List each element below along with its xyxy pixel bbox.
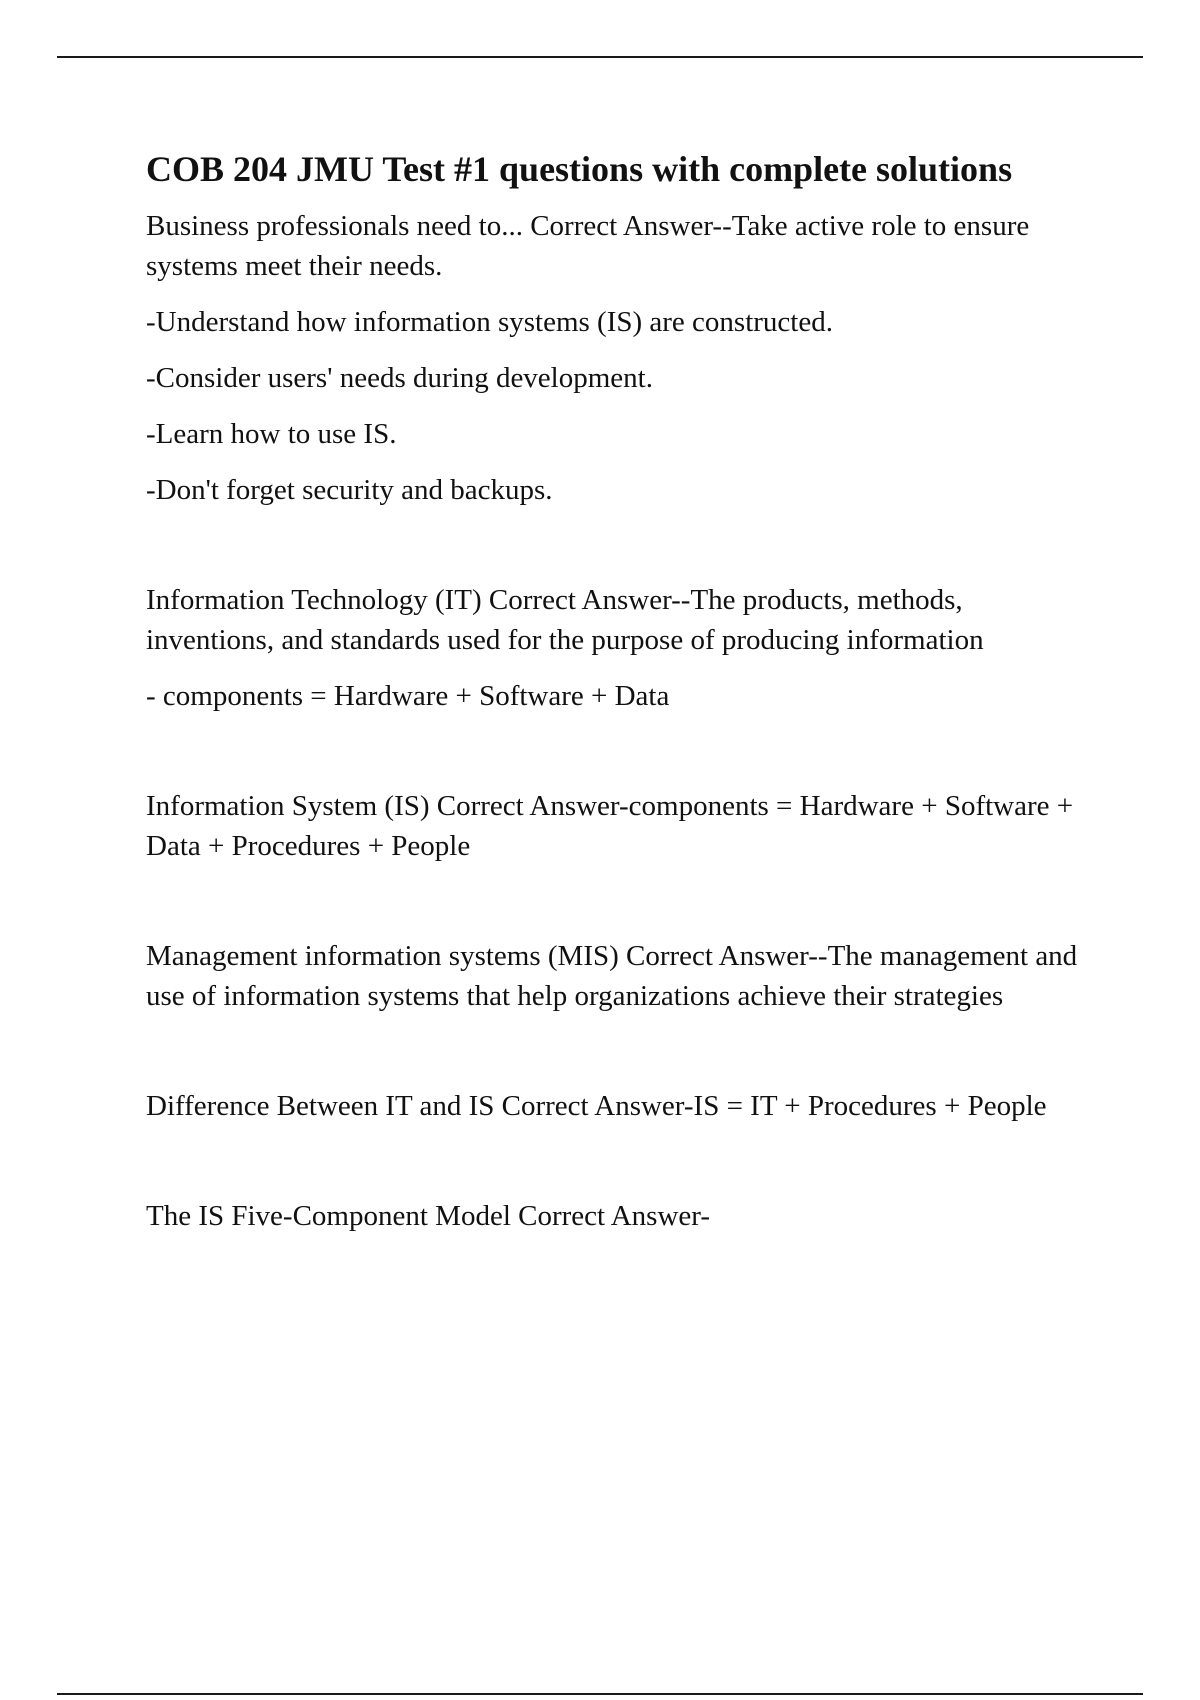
qa-block-five-component-model (146, 1196, 1086, 1236)
qa-block-information-system (146, 786, 1086, 866)
paragraph: -Consider users' needs during development. (146, 362, 653, 394)
spacer (146, 1032, 1086, 1086)
paragraph: -Understand how information systems (IS) are constructed. (146, 306, 833, 338)
footer-rule (57, 1693, 1143, 1695)
header-rule (57, 56, 1143, 58)
spacer (146, 526, 1086, 580)
paragraph: - components = Hardware + Software + Data (146, 680, 670, 712)
paragraph: Business professionals need to... Correct Answer--Take active role to ensure systems meet their needs. (146, 210, 1030, 282)
spacer (146, 882, 1086, 936)
paragraph: The IS Five-Component Model Correct Answer- (146, 1200, 711, 1232)
paragraph: Information Technology (IT) Correct Answer--The products, methods, inventions, and standards used for the purpose of producing information (146, 584, 984, 656)
paragraph: Information System (IS) Correct Answer-components = Hardware + Software + Data + Procedures + People (146, 790, 1074, 862)
qa-block-business-professionals (146, 206, 1086, 510)
paragraph: -Don't forget security and backups. (146, 474, 553, 506)
paragraph: Management information systems (MIS) Correct Answer--The management and use of information systems that help organizations achieve their strategies (146, 940, 1078, 1012)
qa-block-it-vs-is (146, 1086, 1086, 1126)
qa-block-information-technology (146, 580, 1086, 716)
qa-block-mis (146, 936, 1086, 1016)
paragraph: Difference Between IT and IS Correct Answer-IS = IT + Procedures + People (146, 1090, 1047, 1122)
spacer (146, 732, 1086, 786)
spacer (146, 1142, 1086, 1196)
paragraph: -Learn how to use IS. (146, 418, 397, 450)
document-body (146, 144, 1086, 1252)
document-title: COB 204 JMU Test #1 questions with complete solutions (146, 149, 1013, 189)
